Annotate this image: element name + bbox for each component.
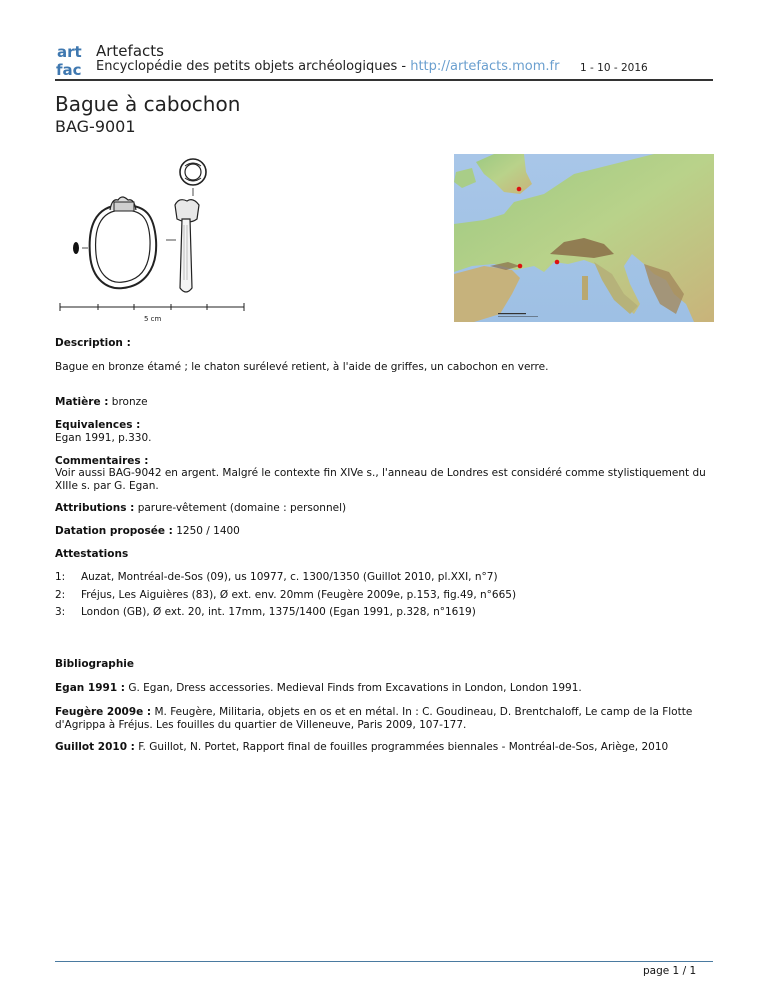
bibliography-entry: Guillot 2010 : F. Guillot, N. Portet, Rapport final de fouilles programmées biennales - Montréal-de-Sos, Ariège, 2010 [55, 741, 669, 753]
footer-divider [55, 961, 713, 962]
bibliographie-label: Bibliographie [55, 658, 135, 670]
page-title: Bague à cabochon [55, 92, 241, 116]
matiere-label: Matière : [55, 396, 109, 408]
header-date: 1 - 10 - 2016 [580, 62, 648, 74]
site-subtitle [96, 59, 559, 75]
bezel-top-view [180, 159, 206, 196]
attributions-field [55, 502, 346, 515]
page-number: page 1 / 1 [643, 965, 697, 977]
map-marker-london [517, 187, 522, 192]
subtitle-prefix: Encyclopédie des petits objets archéologiques - [96, 59, 411, 74]
map-marker-auzat [518, 264, 523, 269]
artefacts-logo [55, 42, 91, 78]
bibliography-entry: Egan 1991 : G. Egan, Dress accessories. Medieval Finds from Excavations in London, London 1991. [55, 682, 582, 694]
matiere-value: bronze [111, 396, 148, 408]
datation-value: 1250 / 1400 [176, 525, 240, 537]
svg-text:fac: fac [56, 61, 82, 78]
scale-label: 5 cm [144, 315, 162, 323]
ring-drawing [58, 150, 248, 325]
map-marker-frejus [555, 260, 560, 265]
description-label: Description : [55, 337, 131, 349]
commentaires-label: Commentaires : [55, 455, 149, 467]
ring-side-view [166, 200, 199, 292]
distribution-map [454, 154, 714, 322]
scale-bar [60, 303, 244, 311]
datation-field [55, 525, 240, 538]
bibliography-entry-continued: d'Agrippa à Fréjus. Les fouilles du quartier de Villeneuve, Paris 2009, 107-177. [55, 719, 467, 731]
site-url-link[interactable]: http://artefacts.mom.fr [410, 59, 560, 74]
commentaires-line-1: Voir aussi BAG-9042 en argent. Malgré le contexte fin XIVe s., l'anneau de Londres est considéré comme stylistiquement du [55, 467, 706, 479]
attributions-label: Attributions : [55, 502, 135, 514]
attributions-value: parure-vêtement (domaine : personnel) [137, 502, 347, 514]
attestation-item: 3: London (GB), Ø ext. 20, int. 17mm, 1375/1400 (Egan 1991, p.328, n°1619) [55, 606, 476, 618]
bibliography-entry: Feugère 2009e : M. Feugère, Militaria, objets en os et en métal. In : C. Goudineau, D. Brentchaloff, Le camp de la Flotte [55, 706, 693, 718]
svg-text:art: art [57, 43, 82, 61]
matiere-field [55, 396, 148, 409]
attestation-item: 1: Auzat, Montréal-de-Sos (09), us 10977, c. 1300/1350 (Guillot 2010, pl.XXI, n°7) [55, 571, 498, 583]
equivalences-text: Egan 1991, p.330. [55, 432, 152, 444]
attestation-item: 2: Fréjus, Les Aiguières (83), Ø ext. env. 20mm (Feugère 2009e, p.153, fig.49, n°665) [55, 589, 517, 601]
attestations-label: Attestations [55, 548, 129, 560]
site-title: Artefacts [96, 42, 164, 60]
description-text: Bague en bronze étamé ; le chaton surélevé retient, à l'aide de griffes, un cabochon en verre. [55, 361, 549, 373]
header-divider [55, 79, 713, 81]
datation-label: Datation proposée : [55, 525, 173, 537]
object-code: BAG-9001 [55, 117, 136, 136]
equivalences-label: Equivalences : [55, 419, 141, 431]
commentaires-line-2: XIIIe s. par G. Egan. [55, 480, 159, 492]
ring-front-view [73, 197, 156, 288]
